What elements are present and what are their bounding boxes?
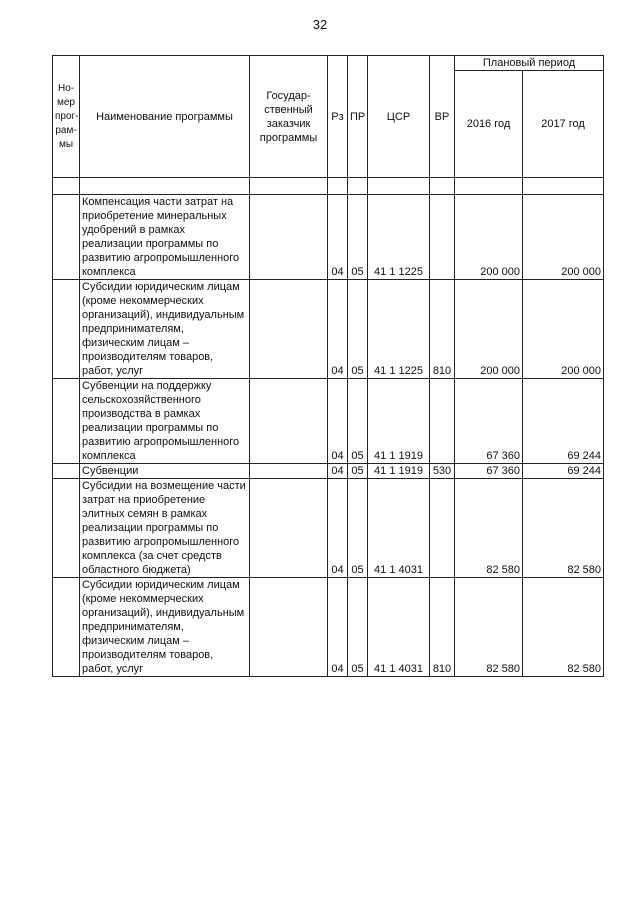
- cell-program-name: Субсидии на возмещение части затрат на приобретение элитных семян в рамках реализации программы по развитию агропромышленного комплекса (за счет средств областного бюджета): [80, 479, 250, 578]
- cell-pr: 05: [348, 195, 368, 280]
- cell-rz: 04: [328, 379, 348, 464]
- cell-rz: 04: [328, 280, 348, 379]
- cell-customer: [250, 280, 328, 379]
- header-rz: Рз: [328, 56, 348, 178]
- header-year-2017: 2017 год: [523, 71, 604, 178]
- cell-program-number: [53, 464, 80, 479]
- cell-2016: 82 580: [455, 479, 523, 578]
- cell-pr: 05: [348, 280, 368, 379]
- table-row: [53, 578, 604, 677]
- cell-program-number: [53, 578, 80, 677]
- cell-2017: 82 580: [523, 479, 604, 578]
- header-customer: Государ- ственный заказчик программы: [250, 56, 328, 178]
- header-program-name: Наименование программы: [80, 56, 250, 178]
- cell-customer: [250, 379, 328, 464]
- cell-2016: 200 000: [455, 195, 523, 280]
- table-row: [53, 464, 604, 479]
- header-vr: ВР: [430, 56, 455, 178]
- cell-csr: 41 1 4031: [368, 578, 430, 677]
- cell-vr: [430, 379, 455, 464]
- table-row: [53, 280, 604, 379]
- header-pr: ПР: [348, 56, 368, 178]
- cell-csr: 41 1 1919: [368, 464, 430, 479]
- cell-2017: 69 244: [523, 464, 604, 479]
- header-csr: ЦСР: [368, 56, 430, 178]
- cell-program-number: [53, 280, 80, 379]
- cell-vr: [430, 195, 455, 280]
- cell-rz: 04: [328, 578, 348, 677]
- spacer-row: [53, 178, 604, 195]
- cell-program-name: Субсидии юридическим лицам (кроме некоммерческих организаций), индивидуальным предпринимателям, физическим лицам – производителям товаров, работ, услуг: [80, 280, 250, 379]
- table-row: [53, 479, 604, 578]
- cell-customer: [250, 578, 328, 677]
- cell-2016: 67 360: [455, 379, 523, 464]
- cell-customer: [250, 479, 328, 578]
- cell-program-name: Компенсация части затрат на приобретение минеральных удобрений в рамках реализации программы по развитию агропромышленного комплекса: [80, 195, 250, 280]
- cell-pr: 05: [348, 578, 368, 677]
- cell-program-number: [53, 195, 80, 280]
- table-row: [53, 379, 604, 464]
- cell-rz: 04: [328, 195, 348, 280]
- cell-2017: 200 000: [523, 280, 604, 379]
- cell-2016: 200 000: [455, 280, 523, 379]
- cell-vr: 810: [430, 280, 455, 379]
- budget-table: [52, 55, 604, 677]
- cell-2017: 200 000: [523, 195, 604, 280]
- cell-program-number: [53, 379, 80, 464]
- cell-program-name: Субсидии юридическим лицам (кроме некоммерческих организаций), индивидуальным предпринимателям, физическим лицам – производителям товаров, работ, услуг: [80, 578, 250, 677]
- header-plan-period: Плановый период: [455, 56, 604, 71]
- header-program-number: Но- мер прог- рам- мы: [53, 56, 80, 178]
- cell-2017: 82 580: [523, 578, 604, 677]
- cell-program-number: [53, 479, 80, 578]
- cell-customer: [250, 464, 328, 479]
- cell-customer: [250, 195, 328, 280]
- header-year-2016: 2016 год: [455, 71, 523, 178]
- cell-csr: 41 1 1225: [368, 280, 430, 379]
- table-row: [53, 195, 604, 280]
- cell-csr: 41 1 4031: [368, 479, 430, 578]
- cell-pr: 05: [348, 479, 368, 578]
- cell-csr: 41 1 1225: [368, 195, 430, 280]
- cell-pr: 05: [348, 464, 368, 479]
- cell-program-name: Субвенции: [80, 464, 250, 479]
- cell-rz: 04: [328, 464, 348, 479]
- cell-vr: [430, 479, 455, 578]
- cell-2016: 67 360: [455, 464, 523, 479]
- cell-vr: 530: [430, 464, 455, 479]
- cell-program-name: Субвенции на поддержку сельскохозяйственного производства в рамках реализации программы по развитию агропромышленного комплекса: [80, 379, 250, 464]
- cell-2016: 82 580: [455, 578, 523, 677]
- cell-csr: 41 1 1919: [368, 379, 430, 464]
- cell-2017: 69 244: [523, 379, 604, 464]
- page-number: 32: [312, 17, 328, 32]
- cell-vr: 810: [430, 578, 455, 677]
- cell-pr: 05: [348, 379, 368, 464]
- cell-rz: 04: [328, 479, 348, 578]
